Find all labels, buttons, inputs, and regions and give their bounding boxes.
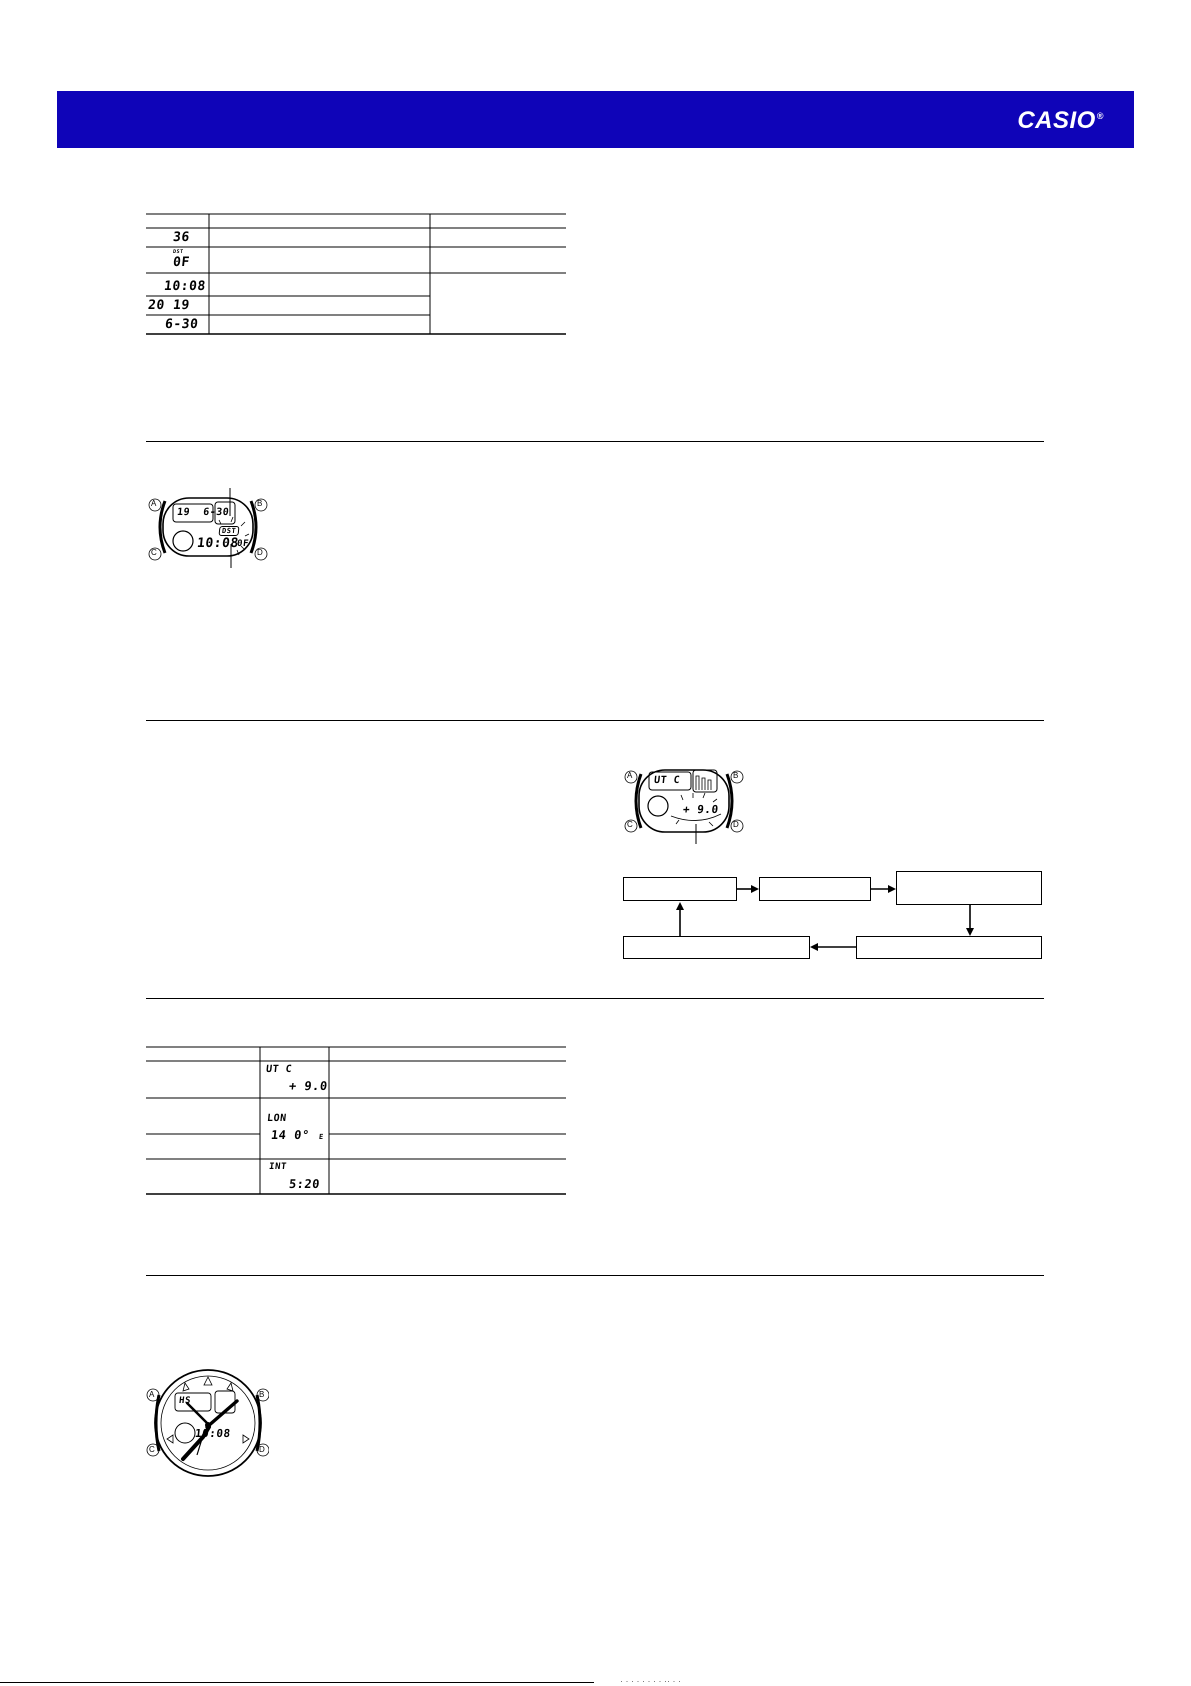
flow-arrows [620, 870, 1044, 960]
watch2-lower-display: + 9.0 [682, 803, 720, 816]
section-divider-4 [146, 1275, 1044, 1276]
casio-logo [1017, 107, 1104, 135]
section-divider-1 [146, 441, 1044, 442]
button-a-label: A [151, 499, 157, 508]
table2-int-bottom: 5:20 [288, 1177, 321, 1191]
section-divider-3 [146, 998, 1044, 999]
table2-lon-suffix: E [318, 1133, 325, 1141]
button-d-label: D [733, 820, 739, 829]
table1-row4-display: 20 19 [147, 298, 191, 313]
watch1-setting-value: 0F [236, 539, 250, 549]
watch-analog-drawing [145, 1363, 269, 1483]
button-c-label: C [149, 1445, 155, 1454]
watch-utc-drawing [621, 760, 745, 844]
table1-row2-display: 0F [172, 255, 191, 270]
table2-lon-bottom: 14 0° [270, 1128, 311, 1142]
location-table-grid [146, 1046, 566, 1196]
button-c-label: C [627, 820, 633, 829]
location-table [146, 1046, 566, 1196]
watch2-upper-display: UT C [653, 775, 681, 786]
footer-mark: · · · · · · · · ·· · · [620, 1676, 681, 1686]
table1-row5-display: 6-30 [164, 317, 200, 332]
section-divider-2 [146, 720, 1044, 721]
table2-utc-top: UT C [265, 1064, 293, 1075]
watch-dst-drawing [145, 486, 269, 568]
watch-dst-diagram [145, 486, 269, 568]
table2-int-top: INT [268, 1162, 288, 1172]
button-a-label: A [149, 1390, 155, 1399]
watch3-digital-display: 10:08 [194, 1427, 232, 1440]
watch1-dst-indicator: DST [218, 526, 239, 536]
watch3-sub-display: HS [178, 1396, 192, 1406]
button-d-label: D [257, 548, 263, 557]
settings-table-grid [146, 213, 566, 335]
button-d-label: D [259, 1445, 265, 1454]
button-b-label: B [257, 499, 263, 508]
watch-utc-diagram [621, 760, 745, 844]
table1-row3-display: 10:08 [163, 279, 207, 294]
logo-text: CASIO [1017, 107, 1096, 134]
watch1-lower-display: 10:08 [196, 536, 240, 551]
watch1-upper-display: 19 6-30 [176, 507, 230, 518]
button-c-label: C [151, 548, 157, 557]
table1-row1-display: 36 [172, 230, 191, 245]
table2-lon-top: LON [266, 1113, 288, 1124]
footer-line [0, 1682, 594, 1683]
settings-flow-diagram [620, 870, 1044, 960]
table2-utc-bottom: + 9.0 [288, 1079, 329, 1093]
button-b-label: B [733, 771, 739, 780]
header-bar [57, 91, 1134, 148]
table1-row2-dst-label: DST [172, 249, 184, 255]
button-a-label: A [627, 771, 633, 780]
registered-mark: ® [1096, 111, 1104, 121]
settings-table [146, 213, 566, 335]
watch-analog-diagram [145, 1363, 269, 1483]
button-b-label: B [259, 1390, 265, 1399]
